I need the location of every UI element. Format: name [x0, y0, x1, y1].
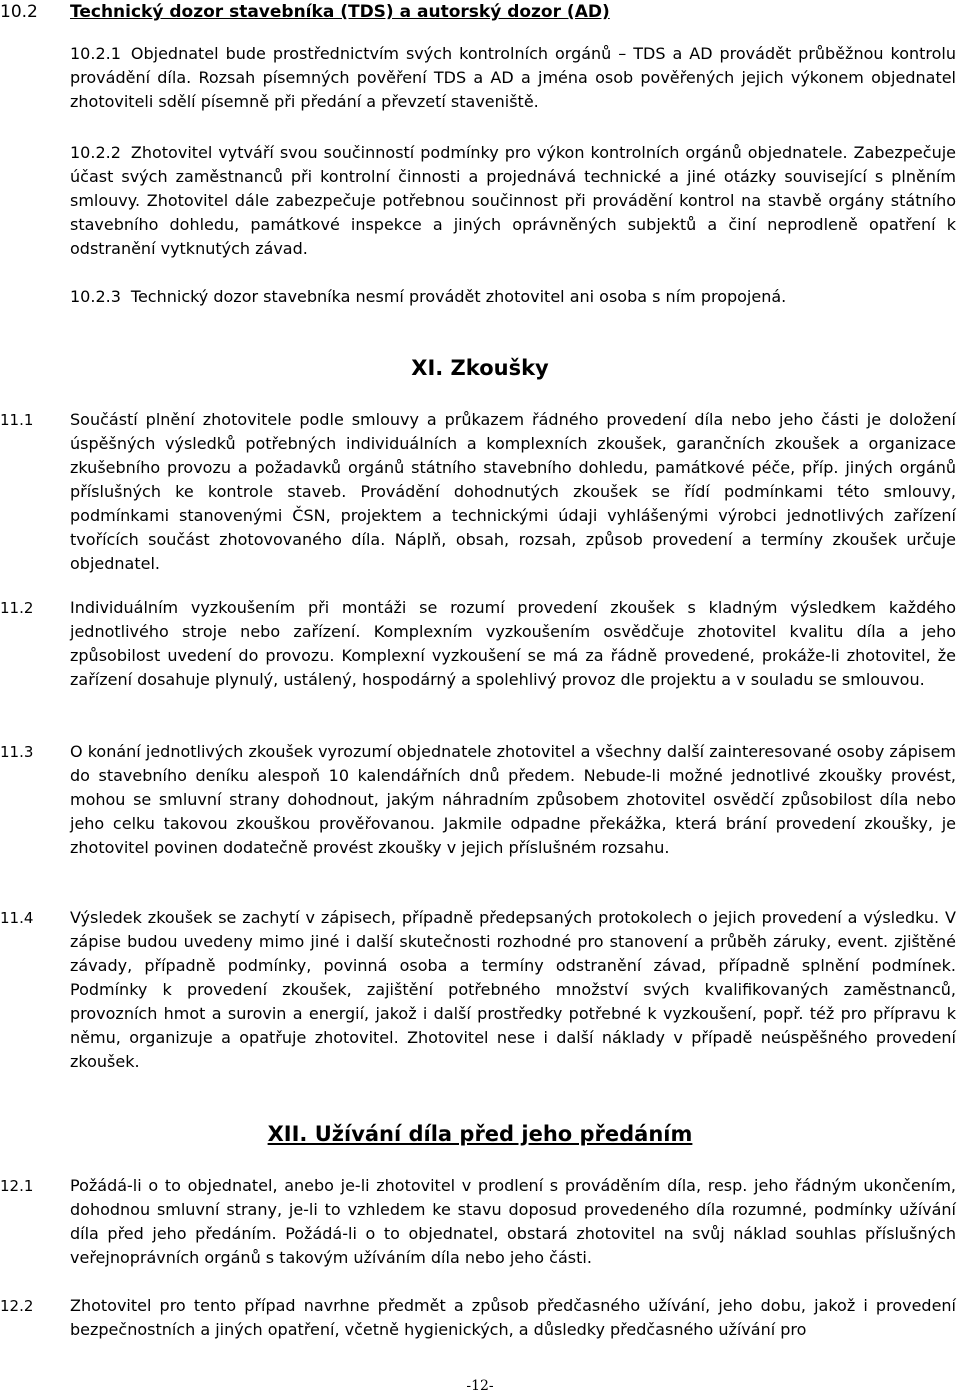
clause-text: Požádá-li o to objednatel, anebo je-li zhotovitel v prodlení s prováděním díla, resp. jeho řádným ukončením, dohodnou smluvní strany, je-li to vzhledem ke stavu doposud provedeného díla rozumné, podmínky užívání díla před jeho předáním. Požádá-li o to objednatel, obstará zhotovitel na svůj náklad souhlas příslušných veřejnoprávních orgánů s takovým užíváním díla nebo jeho části. [70, 1176, 956, 1267]
subclause-label: 10.2.1 [70, 44, 121, 63]
subclause-10-2-1 [70, 42, 956, 114]
subclause-10-2-2 [70, 141, 956, 261]
clause-text: O konání jednotlivých zkoušek vyrozumí objednatele zhotovitel a všechny další zainteresované osoby zápisem do stavebního deníku alespoň 10 kalendářních dnů předem. Nebude-li možné jednotlivé zkoušky provést, mohou se smluvní strany dohodnout, jakým náhradním způsobem zhotovitel osvědčí způsobilost díla nebo jeho celku takovou zkouškou prověřovanou. Jakmile odpadne překážka, která brání provedení zkoušky, je zhotovitel povinen dodatečně provést zkoušky v jejich příslušném rozsahu. [70, 742, 956, 857]
clause-number: 11.2 [0, 599, 34, 617]
clause-text: Součástí plnění zhotovitele podle smlouvy a průkazem řádného provedení díla nebo jeho části je doložení úspěšných výsledků potřebných individuálních a komplexních zkoušek, garančních zkoušek a organizace zkušebního provozu a požadavků orgánů státního stavebního dohledu, památkové péče, příp. jiných orgánů příslušných ke kontrole staveb. Provádění dohodnutých zkoušek se řídí podmínkami této smlouvy, podmínkami stanovenými ČSN, projektem a technickými údaji vyhlášenými výrobci jednotlivých zařízení tvořících součást zhotovovaného díla. Náplň, obsah, rozsah, způsob provedení a termíny zkoušek určuje objednatel. [70, 410, 956, 573]
clause-number: 11.3 [0, 743, 34, 761]
clause-text: Výsledek zkoušek se zachytí v zápisech, případně předepsaných protokolech o jejich provedení a výsledku. V zápise budou uvedeny mimo jiné i další skutečnosti rozhodné pro stanovení a průběh záruky, event. zjištěné závady, případně podmínky, povinná osoba a termíny odstranění závad, případně splnění podmínek. Podmínky k provedení zkoušek, zajištění potřebného množství svých kvalifikovaných zaměstnanců, provozních hmot a surovin a energií, jakož i další prostředky potřebné k vyzkoušení, popř. též pro přípravu k němu, organizuje a opatřuje zhotovitel. Zhotovitel nese i další náklady v případě neúspěšného provedení zkoušek. [70, 908, 956, 1071]
clause-number: 11.1 [0, 411, 34, 429]
subclause-text: Objednatel bude prostřednictvím svých kontrolních orgánů – TDS a AD provádět průběžnou kontrolu provádění díla. Rozsah písemných pověření TDS a AD a jména osob pověřených jejich výkonem objednatel zhotoviteli sdělí písemně při předání a převzetí staveniště. [70, 44, 956, 111]
page-number: -12- [466, 1378, 494, 1394]
subclause-text: Technický dozor stavebníka nesmí provádět zhotovitel ani osoba s ním propojená. [130, 287, 787, 306]
chapter-xi-title: XI. Zkoušky [411, 356, 549, 380]
subclause-text: Zhotovitel vytváří svou součinností podmínky pro výkon kontrolních orgánů objednatele. Zabezpečuje účast svých zaměstnanců při kontrolní činnosti a projednává technické a jiné otázky související s plněním smlouvy. Zhotovitel dále zabezpečuje potřebnou součinnost při provádění kontrol na stavbě orgány státního stavebního dohledu, památkové inspekce a jiných oprávněných subjektů a činí neprodleně opatření k odstranění vytknutých závad. [70, 143, 956, 258]
section-number: 10.2 [0, 2, 38, 22]
clause-number: 11.4 [0, 909, 34, 927]
section-title: Technický dozor stavebníka (TDS) a autorský dozor (AD) [70, 2, 610, 22]
chapter-xii-title: XII. Užívání díla před jeho předáním [267, 1122, 693, 1146]
clause-number: 12.2 [0, 1297, 34, 1315]
subclause-label: 10.2.3 [70, 287, 121, 306]
subclause-10-2-3 [70, 285, 956, 309]
clause-text: Individuálním vyzkoušením při montáži se rozumí provedení zkoušek s kladným výsledkem každého jednotlivého stroje nebo zařízení. Komplexním vyzkoušením osvědčuje zhotovitel kvalitu díla a jeho způsobilost uvedení do provozu. Komplexní vyzkoušení se má za řádně provedené, prokáže-li zhotovitel, že zařízení dosahuje plynulý, ustálený, hospodárný a spolehlivý provoz dle projektu a v souladu se smlouvou. [70, 598, 956, 689]
clause-number: 12.1 [0, 1177, 34, 1195]
clause-text: Zhotovitel pro tento případ navrhne předmět a způsob předčasného užívání, jeho dobu, jakož i provedení bezpečnostních a jiných opatření, včetně hygienických, a důsledky předčasného užívání pro [70, 1296, 956, 1339]
subclause-label: 10.2.2 [70, 143, 121, 162]
